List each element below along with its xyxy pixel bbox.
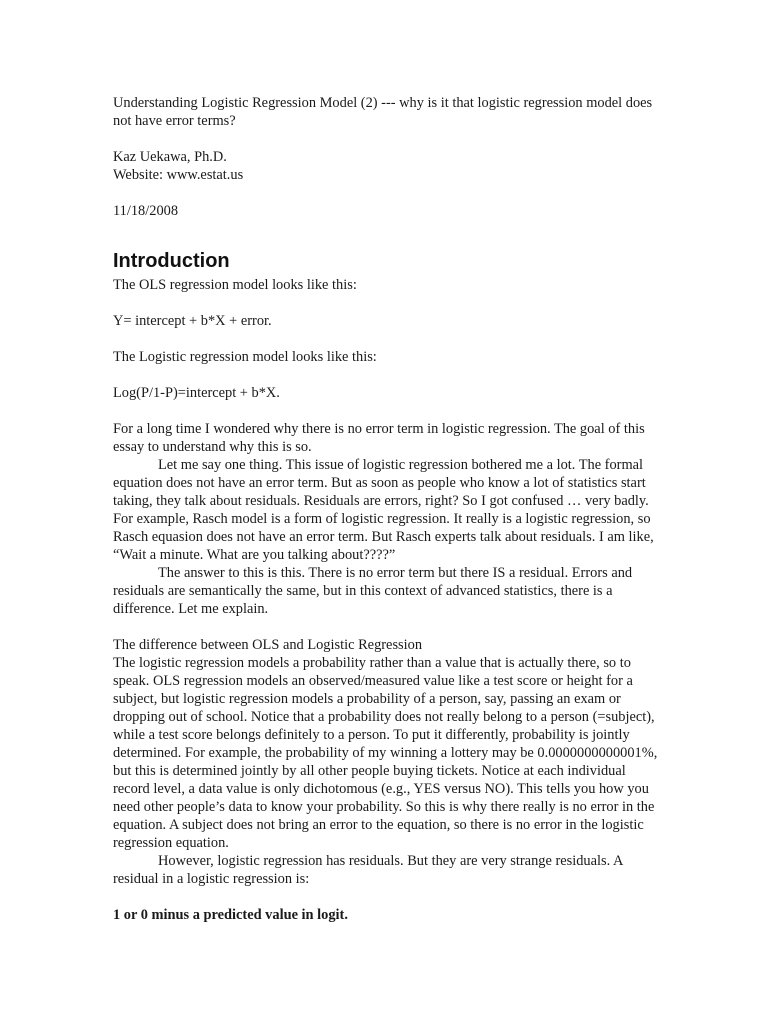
paragraph-confusion: Let me say one thing. This issue of logistic regression bothered me a lot. The formal equation does not have an error term. But as soon as people who know a lot of statistics start taking, they talk about residuals. Residuals are errors, right? So I got confused … very badly. For example, Rasch model is a form of logistic regression. It really is a logistic regression, so Rasch equasion does not have an error term. But Rasch experts talk about residuals. I am like, “Wait a minute. What are you talking about????” (113, 457, 654, 563)
document-page (113, 94, 658, 924)
ols-equation: Y= intercept + b*X + error. (113, 313, 272, 329)
author-website: Website: www.estat.us (113, 167, 244, 183)
paragraph-probability: The logistic regression models a probability rather than a value that is actually there, so to speak. OLS regression models an observed/measured value like a test score or height for a subject, but logistic regression models a probability of a person, say, passing an exam or dropping out of school. Notice that a probability does not really belong to a person (=subject), while a test score belongs definitely to a person. To put it differently, probability is jointly determined. For example, the probability of my winning a lottery may be 0.0000000000001%, but this is determined jointly by all other people buying tickets. Notice at each individual record level, a data value is only dichotomous (e.g., YES versus NO). This tells you how you need other people’s data to know your probability. So this is why there really is no error in the equation. A subject does not bring an error to the equation, so there is no error in the logistic regression equation. (113, 655, 658, 851)
author-name: Kaz Uekawa, Ph.D. (113, 149, 227, 165)
section-heading-introduction: Introduction (113, 250, 230, 272)
document-title: Understanding Logistic Regression Model (2) --- why is it that logistic regression model does not have error terms? (113, 95, 653, 129)
paragraph-goal: For a long time I wondered why there is no error term in logistic regression. The goal of this essay to understand why this is so. (113, 421, 645, 455)
paragraph-residuals: However, logistic regression has residuals. But they are very strange residuals. A residual in a logistic regression is: (113, 853, 623, 887)
subheading-ols-vs-logistic: The difference between OLS and Logistic Regression (113, 637, 423, 653)
bold-definition-line: 1 or 0 minus a predicted value in logit. (113, 907, 348, 923)
paragraph-answer: The answer to this is this. There is no error term but there IS a residual. Errors and residuals are semantically the same, but in this context of advanced statistics, there is a difference. Let me explain. (113, 565, 633, 617)
document-date: 11/18/2008 (113, 203, 179, 219)
ols-intro-text: The OLS regression model looks like this: (113, 277, 357, 293)
logit-equation: Log(P/1-P)=intercept + b*X. (113, 385, 280, 401)
logit-intro-text: The Logistic regression model looks like this: (113, 349, 377, 365)
